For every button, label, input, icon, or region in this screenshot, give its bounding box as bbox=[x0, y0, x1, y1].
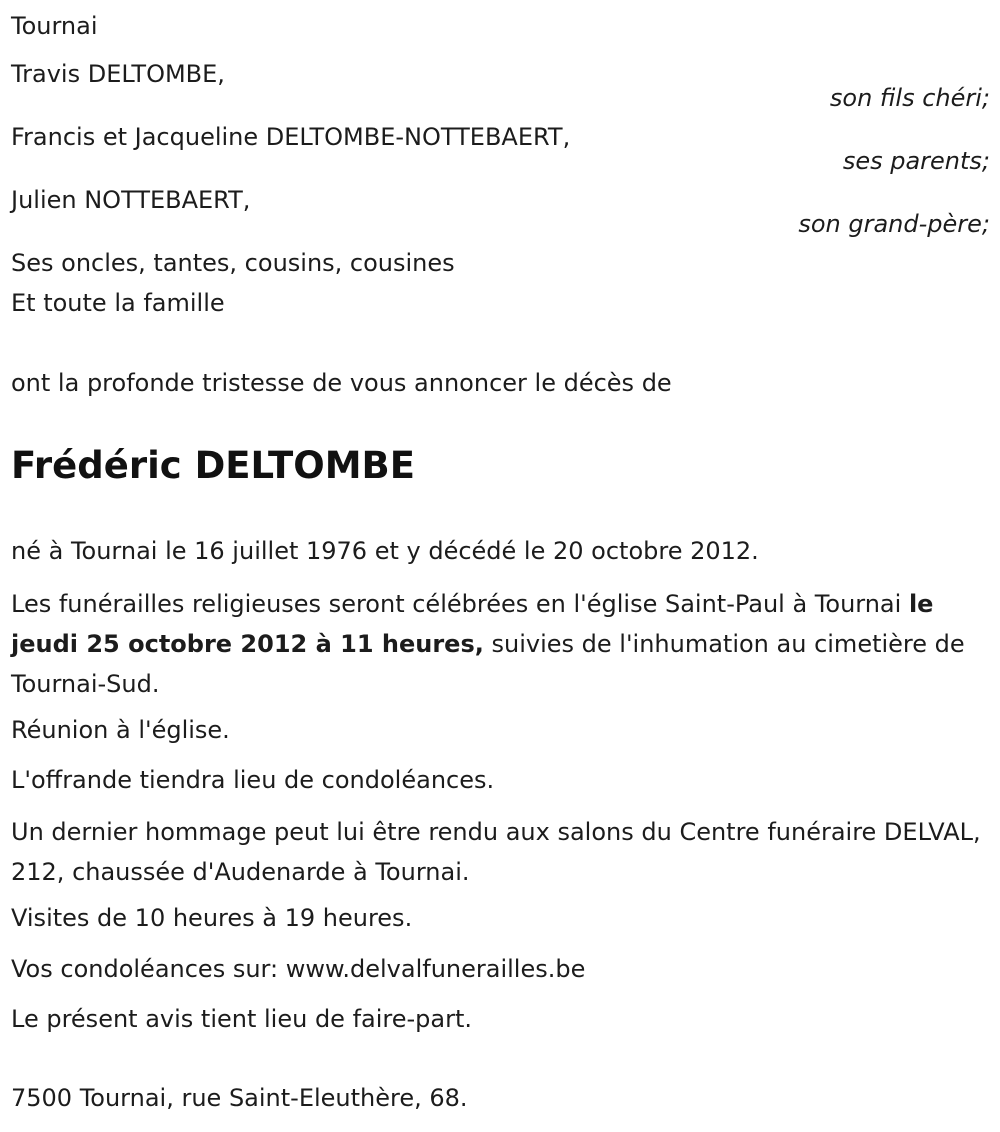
funeral-datetime: le jeudi 25 octobre 2012 à 11 heures, bbox=[11, 590, 934, 658]
notice-note: Le présent avis tient lieu de faire-part. bbox=[11, 1005, 473, 1033]
extended-family-line: Et toute la famille bbox=[11, 289, 225, 317]
family-member-name: Travis DELTOMBE, bbox=[11, 60, 225, 88]
condolences-note: Vos condoléances sur: www.delvalfunerailles.be bbox=[11, 955, 586, 983]
funeral-prefix: Les funérailles religieuses seront célébrées en l'église Saint-Paul à Tournai bbox=[11, 590, 909, 618]
family-member-relation: son grand-père; bbox=[798, 210, 990, 238]
tribute-paragraph: Un dernier hommage peut lui être rendu aux salons du Centre funéraire DELVAL, 212, chaussée d'Audenarde à Tournai. bbox=[11, 818, 981, 886]
birth-death-text: né à Tournai le 16 juillet 1976 et y décédé le 20 octobre 2012. bbox=[11, 537, 759, 565]
announcement-text: ont la profonde tristesse de vous annoncer le décès de bbox=[11, 369, 672, 397]
family-member-name: Francis et Jacqueline DELTOMBE-NOTTEBAERT, bbox=[11, 123, 571, 151]
city-heading: Tournai bbox=[11, 12, 98, 40]
visits-note: Visites de 10 heures à 19 heures. bbox=[11, 904, 413, 932]
funeral-suffix: suivies de l'inhumation au cimetière de Tournai-Sud. bbox=[11, 630, 965, 698]
funeral-paragraph bbox=[11, 584, 986, 704]
family-member-name: Julien NOTTEBAERT, bbox=[11, 186, 251, 214]
family-member-relation: ses parents; bbox=[842, 147, 990, 175]
family-member-relation: son fils chéri; bbox=[829, 84, 990, 112]
extended-family-line: Ses oncles, tantes, cousins, cousines bbox=[11, 249, 455, 277]
address-line: 7500 Tournai, rue Saint-Eleuthère, 68. bbox=[11, 1084, 468, 1112]
offering-note: L'offrande tiendra lieu de condoléances. bbox=[11, 766, 495, 794]
deceased-name: Frédéric DELTOMBE bbox=[11, 444, 416, 487]
meeting-note: Réunion à l'église. bbox=[11, 716, 230, 744]
